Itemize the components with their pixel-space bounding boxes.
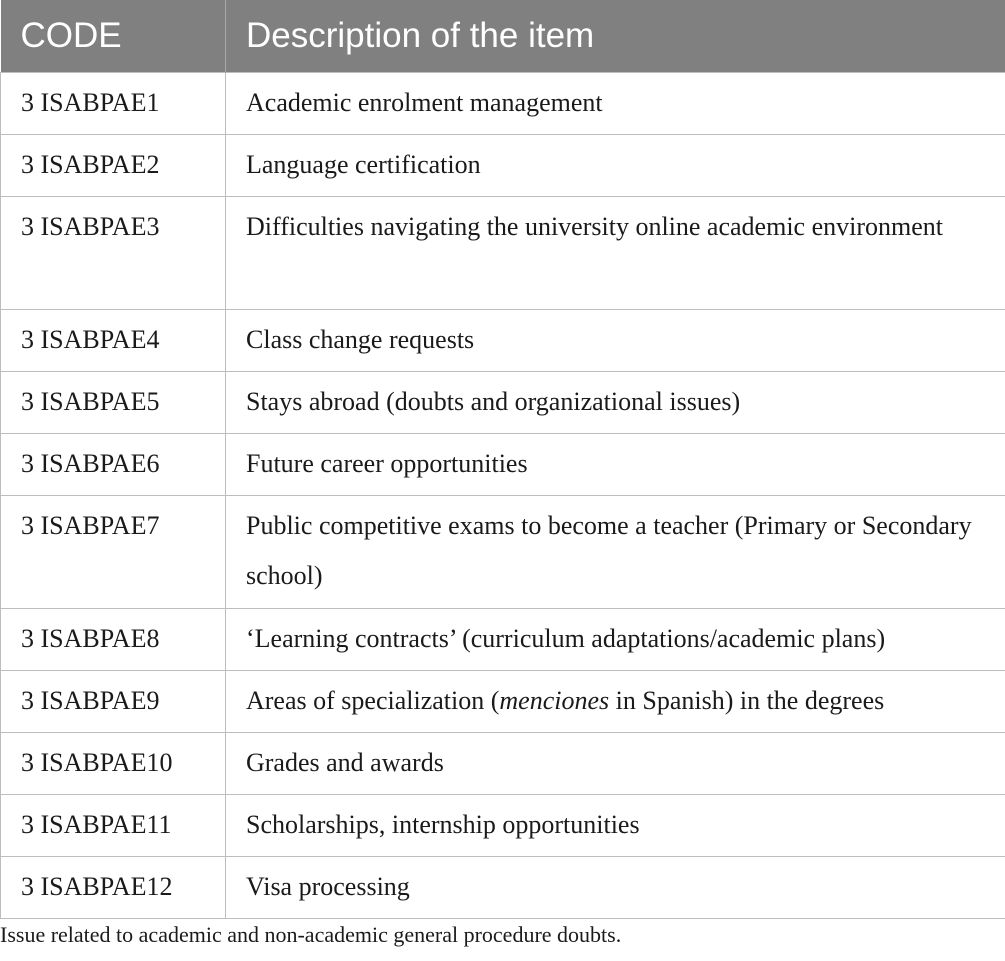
code-cell: 3 ISABPAE2 [1,134,226,196]
code-cell: 3 ISABPAE11 [1,794,226,856]
description-text-italic: menciones [499,685,610,715]
description-cell: Language certification [226,134,1005,196]
table-row [1,72,1005,134]
table-row [1,732,1005,794]
table-row [1,371,1005,433]
code-cell: 3 ISABPAE4 [1,309,226,371]
table-row [1,134,1005,196]
description-cell: Public competitive exams to become a teacher (Primary or Secondary school) [226,495,1005,608]
description-cell: Scholarships, internship opportunities [226,794,1005,856]
description-cell: Academic enrolment management [226,72,1005,134]
table-body [1,72,1005,918]
table-row [1,608,1005,670]
description-cell: Future career opportunities [226,433,1005,495]
table-row [1,433,1005,495]
description-cell: ‘Learning contracts’ (curriculum adaptations/academic plans) [226,608,1005,670]
table-row [1,856,1005,918]
table-row [1,794,1005,856]
code-cell: 3 ISABPAE10 [1,732,226,794]
code-cell: 3 ISABPAE3 [1,196,226,309]
code-cell: 3 ISABPAE12 [1,856,226,918]
table-footnote: Issue related to academic and non-academic general procedure doubts. [0,922,622,947]
header-code: CODE [1,0,226,72]
table-row [1,495,1005,608]
description-text-post: in Spanish) in the degrees [609,685,885,715]
code-cell: 3 ISABPAE6 [1,433,226,495]
table-row [1,670,1005,732]
table-header [1,0,1005,72]
description-cell: Stays abroad (doubts and organizational issues) [226,371,1005,433]
description-text-pre: Areas of specialization ( [246,685,500,715]
table-row [1,309,1005,371]
code-cell: 3 ISABPAE7 [1,495,226,608]
code-cell: 3 ISABPAE9 [1,670,226,732]
description-cell: Visa processing [226,856,1005,918]
header-row [1,0,1005,72]
description-cell: Difficulties navigating the university online academic environment [226,196,1005,309]
description-cell [226,670,1005,732]
description-cell: Class change requests [226,309,1005,371]
header-description: Description of the item [226,0,1005,72]
table-row [1,196,1005,309]
description-cell: Grades and awards [226,732,1005,794]
code-cell: 3 ISABPAE1 [1,72,226,134]
code-cell: 3 ISABPAE5 [1,371,226,433]
code-cell: 3 ISABPAE8 [1,608,226,670]
